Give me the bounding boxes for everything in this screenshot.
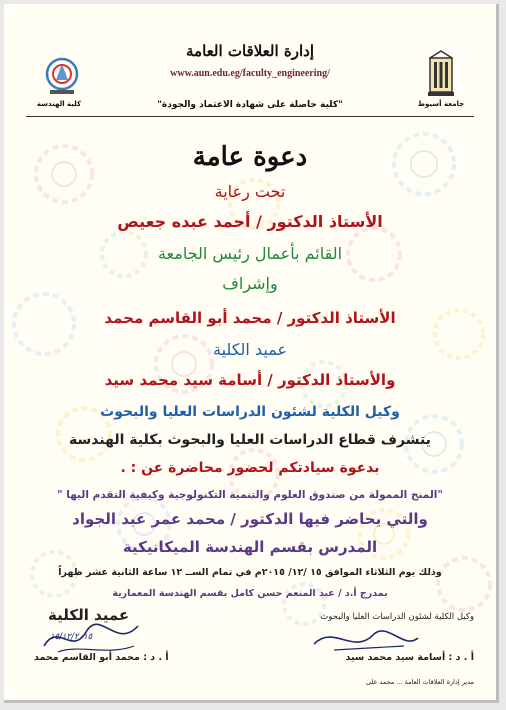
lecture-topic: "المنح الممولة من صندوق العلوم والتنمية التكنولوجية وكيفية التقدم اليها " xyxy=(57,489,443,501)
invitation-title: دعوة عامة xyxy=(192,142,308,172)
dean-signature-role: عميد الكلية xyxy=(48,606,130,624)
sector-line: يتشرف قطاع الدراسات العليا والبحوث بكلية الهندسة xyxy=(69,432,431,448)
lecturer-department: المدرس بقسم الهندسة الميكانيكية xyxy=(122,538,378,556)
faculty-logo-caption: كلية الهندسة xyxy=(36,100,82,108)
header-divider xyxy=(26,116,474,117)
vice-dean-name: والأستاذ الدكتور / أسامة سيد محمد سيد xyxy=(104,371,396,389)
patron-role: القائم بأعمال رئيس الجامعة xyxy=(157,244,343,263)
dean-signature-name: أ . د : محمد أبو القاسم محمد xyxy=(34,652,169,663)
dean-role: عميد الكلية xyxy=(213,340,287,359)
lecture-datetime: وذلك يوم الثلاثاء الموافق ١٥ /١٢/ ٢٠١٥م في تمام الســ ١٢ ساعة الثانية عشر ظهراً xyxy=(58,567,442,578)
vice-dean-signature-name: أ . د : أسامة سيد محمد سيد xyxy=(345,652,474,663)
department-title: إدارة العلاقات العامة xyxy=(186,42,314,60)
patron-name: الأستاذ الدكتور / أحمد عبده جعيص xyxy=(117,212,383,231)
lecturer-line: والتي يحاضر فيها الدكتور / محمد عمر عبد الجواد xyxy=(72,510,428,528)
supervision-label: وإشراف xyxy=(222,274,278,293)
dean-name: الأستاذ الدكتور / محمد أبو القاسم محمد xyxy=(104,309,396,327)
dean-signature-date: ١٥/١٢/٢٠١٥ xyxy=(50,632,93,642)
invite-line: بدعوة سيادتكم لحضور محاضرة عن : . xyxy=(120,460,380,476)
footer-note: مدير إدارة العلاقات العامة ... محمد على xyxy=(365,678,474,686)
vice-dean-signature-role: وكيل الكلية لشئون الدراسات العليا والبحوث xyxy=(320,612,474,622)
patronage-label: تحت رعاية xyxy=(214,182,286,201)
lecture-venue: بمدرج أ.د / عبد المنعم حسن كامل بقسم الهندسة المعمارية xyxy=(112,588,388,599)
vice-dean-role: وكيل الكلية لشئون الدراسات العليا والبحوث xyxy=(100,404,400,420)
university-logo-caption: جامعة أسيوط xyxy=(417,100,465,108)
faculty-website-url: www.aun.edu.eg/faculty_engineering/ xyxy=(170,68,330,79)
document-page xyxy=(4,4,499,703)
accreditation-motto: "كلية حاصلة على شهادة الاعتماد والجودة" xyxy=(157,100,343,110)
